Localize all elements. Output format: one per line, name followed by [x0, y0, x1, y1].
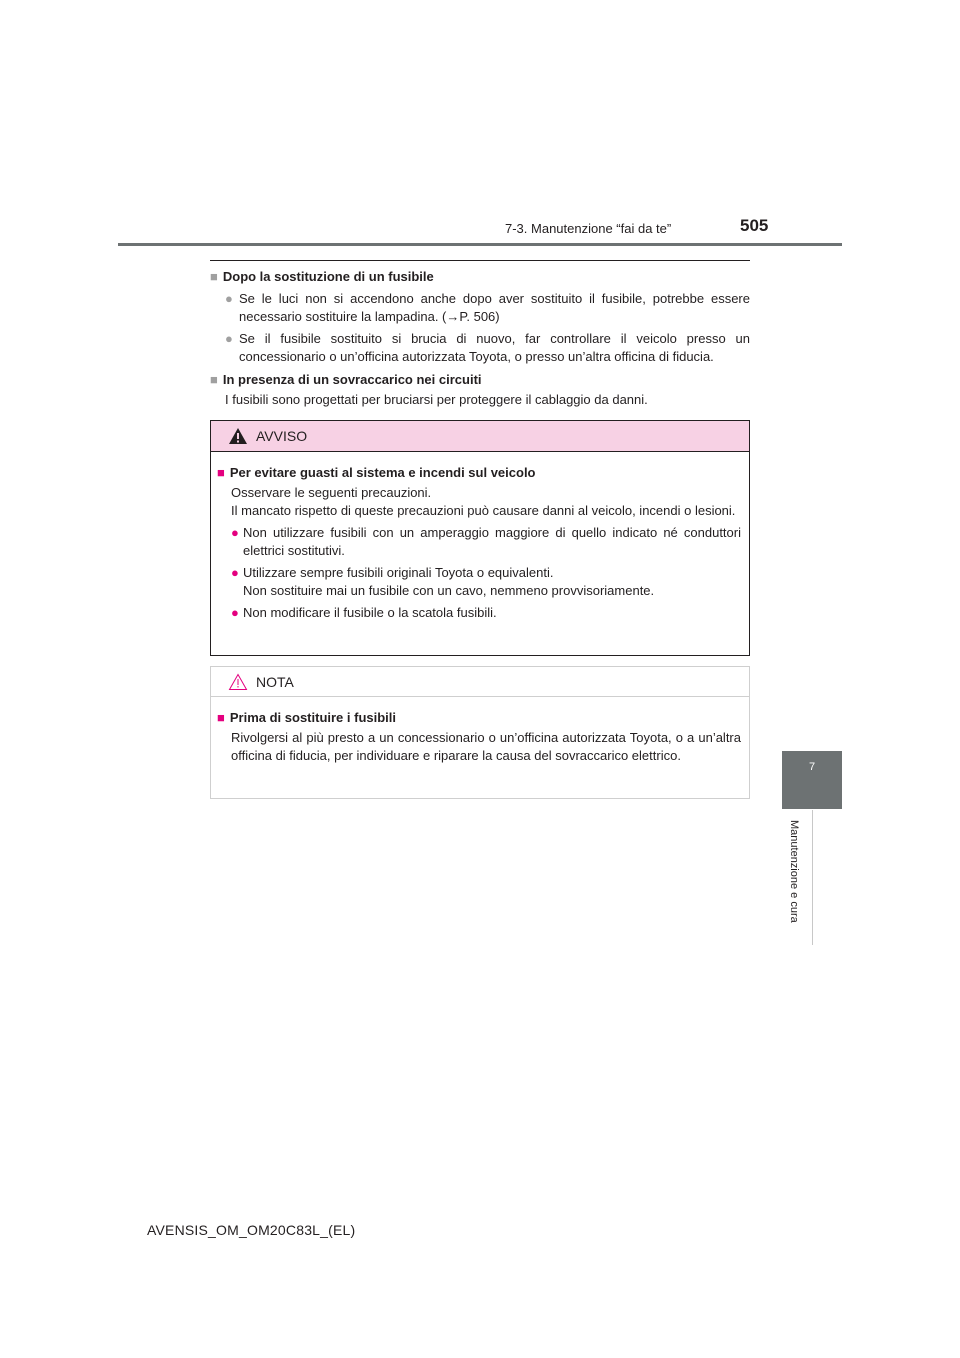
- section-title: ■ Dopo la sostituzione di un fusibile: [210, 269, 434, 284]
- circle-bullet-icon: ●: [231, 525, 239, 540]
- side-divider: [812, 810, 813, 945]
- circle-bullet-icon: ●: [225, 331, 233, 346]
- warning-title: ■ Per evitare guasti al sistema e incendi sul veicolo: [217, 465, 536, 480]
- note-header: [211, 667, 749, 697]
- square-bullet-icon: ■: [217, 465, 225, 480]
- warning-intro: Il mancato rispetto di queste precauzioni può causare danni al veicolo, incendi o lesioni.: [231, 503, 736, 518]
- chapter-number: 7: [808, 761, 816, 773]
- list-item: ● Utilizzare sempre fusibili originali Toyota o equivalenti. Non sostituire mai un fusibile con un cavo, nemmeno provvisoriamente.: [231, 565, 655, 598]
- square-bullet-icon: ■: [210, 372, 218, 387]
- circle-bullet-icon: ●: [231, 565, 239, 580]
- note-heading: NOTA: [256, 673, 294, 690]
- warning-intro: Osservare le seguenti precauzioni.: [231, 485, 432, 500]
- section-title: ■ In presenza di un sovraccarico nei circuiti: [210, 372, 482, 387]
- main-content: [210, 268, 750, 409]
- section-heading: 7-3. Manutenzione “fai da te”: [505, 221, 672, 236]
- caution-triangle-icon: [228, 673, 248, 691]
- circle-bullet-icon: ●: [225, 291, 233, 306]
- warning-header: [211, 421, 749, 452]
- content-top-rule: [210, 260, 750, 261]
- section-text: I fusibili sono progettati per bruciarsi per proteggere il cablaggio da danni.: [225, 392, 648, 407]
- chapter-label: Manutenzione e cura: [788, 820, 800, 923]
- header-divider: [118, 243, 842, 246]
- list-item: ● Non modificare il fusibile o la scatola fusibili.: [231, 605, 497, 620]
- page-number: 505: [740, 216, 769, 235]
- circle-bullet-icon: ●: [231, 605, 239, 620]
- square-bullet-icon: ■: [210, 269, 218, 284]
- note-box: [210, 666, 750, 799]
- warning-box: [210, 420, 750, 656]
- warning-triangle-icon: [228, 427, 248, 445]
- note-body: [211, 697, 749, 765]
- square-bullet-icon: ■: [217, 710, 225, 725]
- document-code: AVENSIS_OM_OM20C83L_(EL): [147, 1222, 356, 1238]
- note-title: ■ Prima di sostituire i fusibili: [217, 710, 397, 725]
- chapter-tab: [782, 751, 842, 809]
- list-item: ● Non utilizzare fusibili con un amperaggio maggiore di quello indicato né conduttori elettrici sostitutivi.: [231, 525, 741, 558]
- list-item: ● Se le luci non si accendono anche dopo aver sostituito il fusibile, potrebbe essere necessario sostituire la lampadina. (→P. 506): [225, 291, 750, 324]
- list-item: ● Se il fusibile sostituito si brucia di nuovo, far controllare il veicolo presso un concessionario o un’officina autorizzata Toyota, o presso un’altra officina di fiducia.: [225, 331, 750, 364]
- note-text: Rivolgersi al più presto a un concessionario o un’officina autorizzata Toyota, o a un’altra officina di fiducia, per individuare e riparare la causa del sovraccarico elettrico.: [231, 730, 741, 763]
- warning-heading: AVVISO: [256, 428, 308, 444]
- warning-body: [211, 452, 749, 622]
